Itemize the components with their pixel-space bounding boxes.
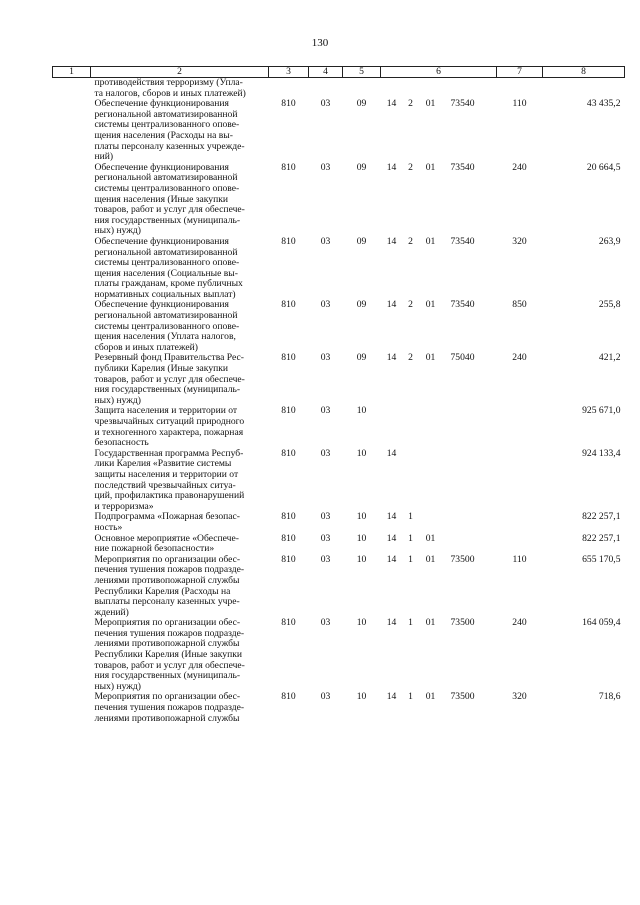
- target-article-part-2: 2: [408, 235, 413, 247]
- cell-admin-code: 810: [281, 617, 296, 629]
- item-name-text: Обеспечение функционирования региональной автоматизированной системы централизованного опове- щения населения (Иные закупки товаров, работ и услуг для обеспече- ния государственных (муниципаль- ных) нужд): [94, 161, 245, 237]
- cell-subsection-code: 10: [356, 617, 367, 629]
- target-article-part-2: 2: [408, 299, 413, 311]
- cell-subsection-code: 10: [356, 532, 367, 544]
- header-col-5: 5: [343, 67, 381, 78]
- cell-admin-code: 810: [281, 405, 296, 417]
- cell-target-article: [381, 78, 497, 100]
- target-article-part-2: 1: [408, 532, 413, 544]
- target-article-part-2: [403, 449, 419, 460]
- item-name-text: Мероприятия по организации обес- печения тушения пожаров подразде- лениями противопожарной службы: [94, 691, 245, 724]
- cell-amount: 718,6: [598, 691, 621, 703]
- cell-admin-code: 810: [281, 447, 296, 459]
- target-article-part-4: 73540: [450, 161, 475, 173]
- table-row: [53, 512, 625, 533]
- target-article-part-3: 01: [425, 299, 436, 311]
- target-article-code: [381, 449, 497, 460]
- target-article-part-4: [443, 449, 483, 460]
- target-article-part-4: 73540: [450, 98, 475, 110]
- target-article-part-2: 1: [408, 511, 413, 523]
- cell-expense-type: 240: [512, 617, 527, 629]
- cell-section-code: 03: [320, 352, 331, 364]
- cell-amount: 43 435,2: [586, 98, 621, 110]
- cell-section-code: 03: [320, 299, 331, 311]
- cell-subsection-code: 09: [356, 98, 367, 110]
- target-article-code: [381, 512, 497, 523]
- cell-amount: 925 671,0: [582, 405, 621, 417]
- item-name-text: Обеспечение функционирования региональной автоматизированной системы централизованного опове- щения населения (Расходы на вы- платы персоналу казенных учрежде- ний): [94, 98, 245, 163]
- cell-section-code: 03: [320, 161, 331, 173]
- header-col-2: 2: [91, 67, 269, 78]
- header-col-1: 1: [53, 67, 91, 78]
- item-name-text: Обеспечение функционирования региональной автоматизированной системы централизованного опове- щения населения (Социальные вы- платы гражданам, кроме публичных нормативных социальных выплат): [94, 235, 243, 300]
- header-col-7: 7: [497, 67, 543, 78]
- target-article-part-4: 75040: [450, 352, 475, 364]
- cell-item-name: [91, 99, 269, 163]
- target-article-part-2: 1: [408, 617, 413, 629]
- cell-expense-type: 240: [512, 161, 527, 173]
- cell-item-name: [91, 237, 269, 301]
- cell-subsection-code: 10: [356, 405, 367, 417]
- item-name-text: Подпрограмма «Пожарная безопас- ность»: [94, 511, 240, 533]
- cell-section-code: 03: [320, 98, 331, 110]
- target-article-part-3: 01: [425, 235, 436, 247]
- target-article-part-3: 01: [425, 98, 436, 110]
- cell-item-name: [91, 406, 269, 448]
- target-article-part-3: [419, 449, 443, 460]
- table-row: [53, 163, 625, 237]
- target-article-part-1: 14: [386, 352, 397, 364]
- cell-item-name: [91, 555, 269, 619]
- cell-target-article: [381, 692, 497, 724]
- target-article-code: [381, 99, 497, 110]
- cell-section-code: 03: [320, 553, 331, 565]
- cell-section-code: 03: [320, 511, 331, 523]
- cell-item-name: [91, 300, 269, 353]
- target-article-code: [381, 237, 497, 248]
- cell-col-1: [53, 406, 91, 448]
- cell-expense-type: 320: [512, 235, 527, 247]
- cell-amount: 164 059,4: [582, 617, 621, 629]
- target-article-part-3: 01: [425, 161, 436, 173]
- cell-section-code: 03: [320, 235, 331, 247]
- cell-admin-code: 810: [281, 553, 296, 565]
- cell-amount: 255,8: [598, 299, 621, 311]
- target-article-part-4: 73500: [450, 691, 475, 703]
- target-article-part-4: [443, 512, 483, 523]
- cell-col-1: [53, 163, 91, 237]
- cell-admin-code: 810: [281, 511, 296, 523]
- cell-expense-type: 240: [512, 352, 527, 364]
- cell-col-1: [53, 237, 91, 301]
- cell-item-name: [91, 163, 269, 237]
- target-article-part-1: 14: [386, 447, 397, 459]
- target-article-code: [381, 618, 497, 629]
- table-row: [53, 449, 625, 513]
- target-article-part-2: 2: [408, 98, 413, 110]
- cell-col-1: [53, 512, 91, 533]
- cell-expense-type: [497, 534, 543, 555]
- cell-col-1: [53, 692, 91, 724]
- cell-target-article: [381, 534, 497, 555]
- cell-admin-code: 810: [281, 352, 296, 364]
- table-row: [53, 99, 625, 163]
- target-article-code: [381, 163, 497, 174]
- target-article-part-4: [443, 534, 483, 545]
- target-article-code: [381, 555, 497, 566]
- table-row: [53, 353, 625, 406]
- cell-col-1: [53, 555, 91, 619]
- cell-col-1: [53, 353, 91, 406]
- cell-col-1: [53, 300, 91, 353]
- cell-section-code: 03: [320, 405, 331, 417]
- target-article-part-4: 73540: [450, 299, 475, 311]
- cell-col-1: [53, 99, 91, 163]
- table-row: [53, 534, 625, 555]
- target-article-part-1: 14: [386, 98, 397, 110]
- cell-expense-type: 110: [512, 553, 527, 565]
- cell-expense-type: [497, 449, 543, 513]
- item-name-text: Основное мероприятие «Обеспече- ние пожарной безопасности»: [94, 532, 239, 555]
- item-name-text: Защита населения и территории от чрезвычайных ситуаций природного и техногенного характера, пожарная безопасность: [94, 405, 245, 449]
- cell-subsection-code: [343, 78, 381, 100]
- target-article-code: [381, 353, 497, 364]
- cell-admin-code: [269, 78, 309, 100]
- target-article-part-2: 1: [408, 691, 413, 703]
- cell-target-article: [381, 163, 497, 237]
- cell-item-name: [91, 618, 269, 692]
- target-article-part-3: 01: [425, 617, 436, 629]
- target-article-part-1: 14: [386, 161, 397, 173]
- item-name-text: Государственная программа Респуб- лики Карелия «Развитие системы защиты населения и территории от последствий чрезвычайных ситуа- ций, профилактика правонарушений и терроризма»: [94, 447, 245, 512]
- table-row: [53, 237, 625, 301]
- cell-target-article: [381, 237, 497, 301]
- target-article-part-1: 14: [386, 511, 397, 523]
- item-name-text: Мероприятия по организации обес- печения тушения пожаров подразде- лениями противопожарной службы Республики Карелия (Расходы на выплаты персоналу казенных учре- ждений): [94, 553, 245, 618]
- budget-table: [52, 66, 625, 724]
- target-article-part-2: 2: [408, 352, 413, 364]
- cell-col-1: [53, 618, 91, 692]
- cell-admin-code: 810: [281, 532, 296, 544]
- target-article-part-3: 01: [425, 532, 436, 544]
- cell-item-name: [91, 449, 269, 513]
- cell-subsection-code: 10: [356, 691, 367, 703]
- cell-subsection-code: 10: [356, 511, 367, 523]
- cell-subsection-code: 09: [356, 352, 367, 364]
- cell-admin-code: 810: [281, 299, 296, 311]
- cell-section-code: [309, 78, 343, 100]
- page-number: 130: [311, 37, 329, 49]
- cell-item-name: [91, 78, 269, 100]
- cell-amount: 655 170,5: [582, 553, 621, 565]
- target-article-part-2: 2: [408, 161, 413, 173]
- cell-item-name: [91, 353, 269, 406]
- cell-subsection-code: 10: [356, 553, 367, 565]
- target-article-part-3: 01: [425, 352, 436, 364]
- target-article-part-3: [419, 512, 443, 523]
- header-col-6: 6: [381, 67, 497, 78]
- target-article-part-4: 73500: [450, 617, 475, 629]
- cell-section-code: 03: [320, 617, 331, 629]
- cell-section-code: 03: [320, 691, 331, 703]
- target-article-code: [381, 692, 497, 703]
- cell-amount: 822 257,1: [582, 511, 621, 523]
- target-article-code: [381, 300, 497, 311]
- cell-subsection-code: 09: [356, 235, 367, 247]
- cell-target-article: [381, 449, 497, 513]
- target-article-code: [381, 534, 497, 545]
- table-row: [53, 692, 625, 724]
- header-col-4: 4: [309, 67, 343, 78]
- cell-admin-code: 810: [281, 161, 296, 173]
- cell-expense-type: [497, 78, 543, 100]
- cell-target-article: [381, 512, 497, 533]
- cell-admin-code: 810: [281, 691, 296, 703]
- cell-expense-type: 110: [512, 98, 527, 110]
- cell-admin-code: 810: [281, 235, 296, 247]
- cell-target-article: [381, 406, 497, 448]
- target-article-part-4: 73540: [450, 235, 475, 247]
- cell-section-code: 03: [320, 447, 331, 459]
- item-name-text: Мероприятия по организации обес- печения тушения пожаров подразде- лениями противопожарной службы Республики Карелия (Иные закупки товаров, работ и услуг для обеспече- ния государственных (муниципаль- ных) нужд): [94, 617, 245, 692]
- table-row: [53, 300, 625, 353]
- cell-item-name: [91, 512, 269, 533]
- cell-amount: 924 133,4: [582, 447, 621, 459]
- target-article-part-1: 14: [386, 299, 397, 311]
- item-name-text: Обеспечение функционирования региональной автоматизированной системы централизованного опове- щения населения (Уплата налогов, сборов и иных платежей): [94, 299, 240, 353]
- cell-target-article: [381, 618, 497, 692]
- cell-target-article: [381, 99, 497, 163]
- cell-amount: 20 664,5: [586, 161, 621, 173]
- table-row: [53, 618, 625, 692]
- cell-item-name: [91, 692, 269, 724]
- header-col-8: 8: [543, 67, 625, 78]
- header-col-3: 3: [269, 67, 309, 78]
- cell-expense-type: 850: [512, 299, 527, 311]
- item-name-text: Резервный фонд Правительства Рес- публики Карелия (Иные закупки товаров, работ и услуг для обеспече- ния государственных (муниципаль- ных) нужд): [94, 352, 245, 406]
- target-article-part-3: 01: [425, 553, 436, 565]
- target-article-part-4: 73500: [450, 553, 475, 565]
- cell-amount: 263,9: [598, 235, 621, 247]
- table-row: [53, 406, 625, 448]
- item-name-text: противодействия терроризму (Упла- та налогов, сборов и иных платежей): [94, 77, 246, 99]
- target-article-part-3: 01: [425, 691, 436, 703]
- table-row: [53, 78, 625, 100]
- cell-col-1: [53, 78, 91, 100]
- cell-amount: 421,2: [598, 352, 621, 364]
- cell-section-code: 03: [320, 532, 331, 544]
- cell-target-article: [381, 300, 497, 353]
- target-article-part-1: 14: [386, 235, 397, 247]
- target-article-part-1: 14: [386, 617, 397, 629]
- table-row: [53, 555, 625, 619]
- cell-target-article: [381, 555, 497, 619]
- cell-expense-type: [497, 406, 543, 448]
- table-body: [53, 78, 625, 725]
- cell-col-1: [53, 449, 91, 513]
- cell-amount: 822 257,1: [582, 532, 621, 544]
- cell-expense-type: 320: [512, 691, 527, 703]
- cell-item-name: [91, 534, 269, 555]
- target-article-part-1: 14: [386, 553, 397, 565]
- cell-col-1: [53, 534, 91, 555]
- target-article-part-2: 1: [408, 553, 413, 565]
- target-article-part-1: 14: [386, 691, 397, 703]
- cell-subsection-code: 09: [356, 299, 367, 311]
- cell-target-article: [381, 353, 497, 406]
- cell-subsection-code: 09: [356, 161, 367, 173]
- table-header-row: [53, 67, 625, 78]
- target-article-part-1: 14: [386, 532, 397, 544]
- cell-expense-type: [497, 512, 543, 533]
- cell-amount: [543, 78, 625, 100]
- cell-admin-code: 810: [281, 98, 296, 110]
- cell-subsection-code: 10: [356, 447, 367, 459]
